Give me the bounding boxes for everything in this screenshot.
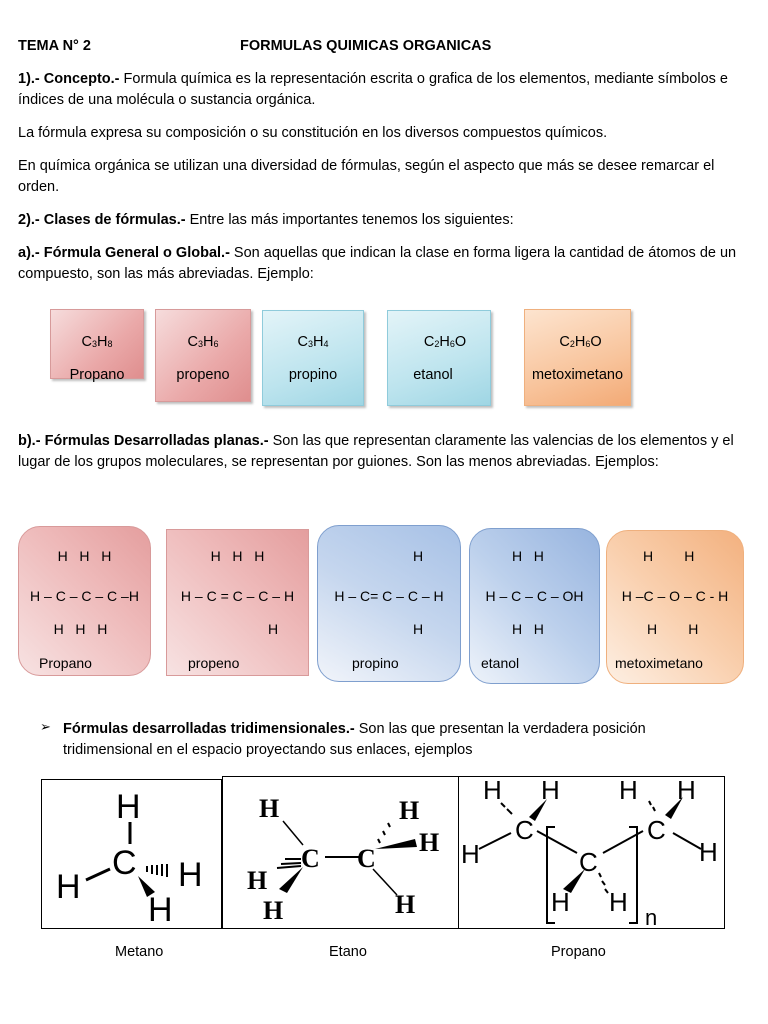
clases-heading: 2).- Clases de fórmulas.- — [18, 212, 186, 228]
global-formula-box — [155, 309, 251, 402]
atom-label: H — [399, 796, 420, 825]
atom-label: n — [645, 905, 658, 928]
paragraph-diversidad: En química orgánica se utilizan una diversidad de fórmulas, según el aspecto que más se desee remarcar el orden. — [18, 158, 715, 195]
atom-label: C — [579, 847, 598, 877]
tridimensional-text: Son las que presentan la verdadera posición tridimensional en el espacio proyectando sus enlaces, ejemplos — [63, 721, 646, 758]
propano-structure — [458, 776, 725, 929]
atom-label: H — [541, 777, 560, 805]
atom-label: C — [112, 844, 137, 882]
tema-label: TEMA N° 2 — [18, 38, 91, 54]
planar-name: propino — [352, 655, 399, 671]
global-formula-box — [50, 309, 144, 383]
concepto-heading: 1).- Concepto.- — [18, 71, 120, 87]
planar-name: metoximetano — [615, 655, 703, 671]
page-title: FORMULAS QUIMICAS ORGANICAS — [240, 38, 492, 54]
planas-heading: b).- Fórmulas Desarrolladas planas.- — [18, 433, 269, 449]
caption-metano: Metano — [115, 944, 164, 960]
global-formula: $C_3H_6$ — [187, 334, 219, 350]
global-name: metoximetano — [531, 367, 624, 383]
atom-label: H — [461, 839, 480, 869]
atom-label: H — [247, 866, 268, 895]
global-formula: $C_3H_8$ — [81, 334, 113, 350]
atom-label: H — [619, 777, 638, 805]
planas-paragraph — [18, 431, 753, 473]
planar-main-row: H – C – C – OH — [485, 588, 584, 604]
caption-propano: Propano — [551, 944, 606, 960]
atom-label: H — [178, 856, 203, 894]
atom-label: H — [677, 777, 696, 805]
global-text: Son aquellas que indican la clase en forma ligera la cantidad de átomos de un compuesto, son las más abreviadas. Ejemplo: — [18, 245, 737, 282]
planar-bottom-row: H H — [647, 621, 699, 637]
atom-label: H — [116, 788, 141, 826]
planar-formula-box — [606, 530, 744, 684]
concepto-text: Formula química es la representación escrita o grafica de los elementos, mediante símbolos e índices de una molécula o sustancia orgánica. — [18, 71, 728, 108]
global-formula: $C_2H_6O$ — [559, 334, 602, 350]
planar-name: Propano — [39, 655, 92, 671]
planar-main-row: H – C – C – C –H — [30, 588, 139, 604]
atom-label: H — [609, 887, 628, 917]
etano-structure — [222, 776, 459, 929]
global-heading: a).- Fórmula General o Global.- — [18, 245, 230, 261]
atom-label: H — [419, 828, 440, 857]
atom-label: H — [263, 896, 284, 925]
planar-top-row: H H H — [57, 548, 112, 564]
atom-label: C — [357, 844, 376, 873]
planar-bottom-row: H — [413, 621, 424, 637]
global-formula: $C_3H_4$ — [297, 334, 329, 350]
global-name: Propano — [69, 367, 125, 383]
atom-label: H — [395, 890, 416, 919]
planar-top-row: H H — [643, 548, 695, 564]
metano-structure — [41, 779, 222, 929]
planar-main-row: H – C = C – C – H — [180, 588, 295, 604]
planar-top-row: H H — [512, 548, 544, 564]
atom-label: C — [647, 815, 666, 845]
atom-label: H — [259, 794, 280, 823]
caption-etano: Etano — [329, 944, 367, 960]
global-formula: $C_2H_6O$ — [423, 334, 467, 350]
planar-top-row: H H H — [210, 548, 265, 564]
planar-name: etanol — [481, 655, 520, 671]
clases-text: Entre las más importantes tenemos los siguientes: — [185, 212, 514, 228]
global-formula-box — [262, 310, 364, 406]
concepto-paragraph — [18, 69, 753, 111]
global-name: propeno — [176, 367, 230, 383]
atom-label: H — [551, 887, 570, 917]
clases-paragraph — [18, 210, 753, 231]
global-formula-box — [524, 309, 631, 406]
planas-text: Son las que representan claramente las valencias de los elementos y el lugar de los grupos moleculares, se representan por guiones. Son las menos abreviadas. Ejemplos: — [18, 433, 734, 470]
planar-bottom-row: H H — [512, 621, 544, 637]
atom-label: H — [483, 777, 502, 805]
global-name: etanol — [413, 367, 453, 383]
bullet-arrow-icon: ➢ — [40, 719, 51, 734]
paragraph-composicion: La fórmula expresa su composición o su constitución en los diversos compuestos químicos. — [18, 125, 608, 141]
planar-bottom-row: H — [268, 621, 279, 637]
planar-formula-box — [469, 528, 600, 684]
planar-bottom-row: H H H — [53, 621, 108, 637]
tridimensional-paragraph — [63, 719, 723, 761]
atom-label: H — [56, 868, 81, 906]
planar-formula-box — [18, 526, 151, 676]
planar-main-row: H –C – O – C - H — [621, 588, 729, 604]
planar-name: propeno — [188, 655, 240, 671]
planar-formula-box — [317, 525, 461, 682]
planar-top-row: H — [413, 548, 424, 564]
planar-formula-box — [166, 529, 309, 676]
global-formula-box — [387, 310, 491, 406]
tridimensional-heading: Fórmulas desarrolladas tridimensionales.- — [63, 721, 355, 737]
atom-label: C — [301, 844, 320, 873]
global-paragraph — [18, 243, 753, 285]
planar-main-row: H – C= C – C – H — [334, 588, 444, 604]
global-name: propino — [288, 367, 338, 383]
atom-label: H — [148, 891, 173, 928]
atom-label: C — [515, 815, 534, 845]
atom-label: H — [699, 837, 718, 867]
